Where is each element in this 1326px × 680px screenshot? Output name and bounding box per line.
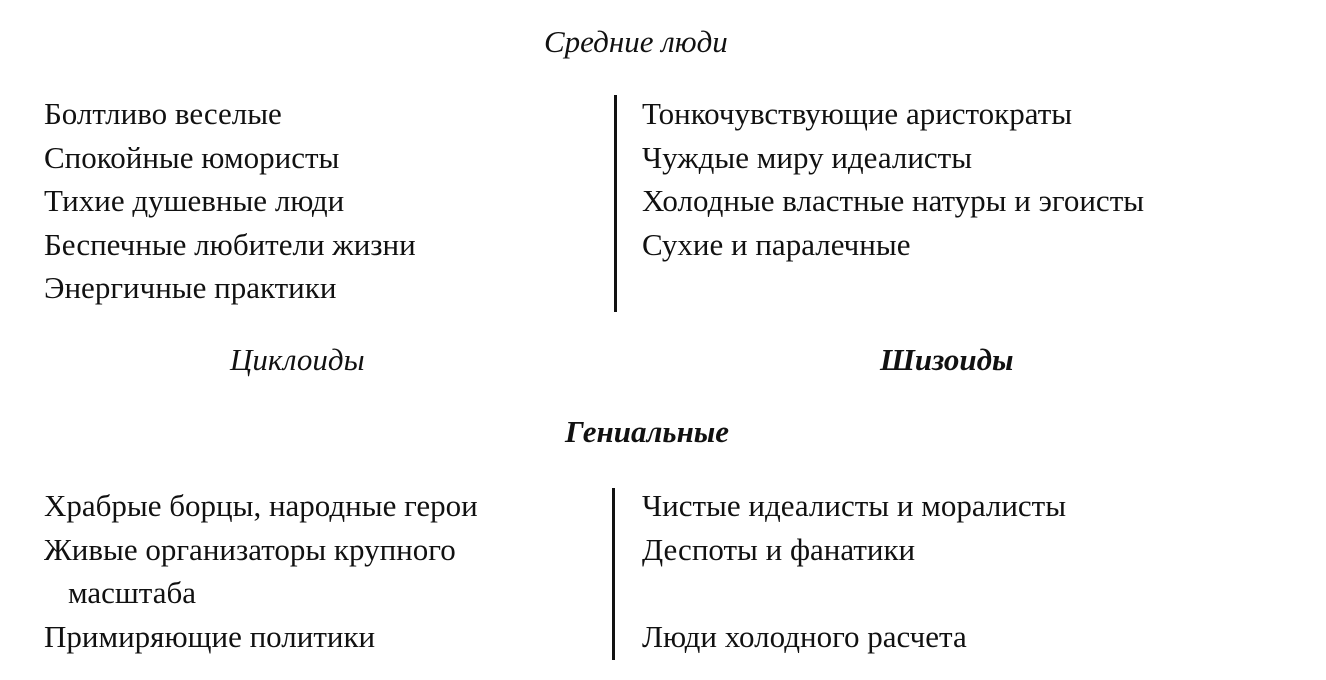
column-divider (612, 488, 615, 660)
list-item: Чуждые миру идеалисты (642, 139, 973, 175)
geniuses-schizothymic-list (642, 484, 1066, 658)
list-item: Спокойные юмористы (44, 139, 340, 175)
list-item: Холодные властные натуры и эгоисты (642, 183, 1145, 218)
list-item: Беспечные любители жизни (44, 226, 416, 262)
list-item: Примиряющие политики (44, 618, 376, 654)
list-item: Деспоты и фанатики (642, 531, 916, 567)
list-item: Живые организаторы крупного (44, 531, 456, 567)
column-divider (614, 95, 617, 312)
label-schizoids: Шизоиды (880, 342, 1014, 377)
list-item: Сухие и паралечные (642, 226, 911, 262)
section-title-geniuses: Гениальные (565, 414, 730, 449)
section-title-average: Средние люди (544, 24, 728, 59)
list-item-spacer (642, 571, 1066, 615)
list-item: Чистые идеалисты и моралисты (642, 488, 1067, 523)
list-item: Энергичные практики (44, 270, 337, 305)
list-item: Тонкочувствующие аристократы (642, 96, 1073, 131)
list-item: Болтливо веселые (44, 96, 282, 131)
average-cyclothymic-list (44, 92, 416, 310)
average-schizothymic-list (642, 92, 1144, 266)
label-cycloids: Циклоиды (230, 342, 365, 377)
list-item: Храбрые борцы, народные герои (44, 488, 478, 523)
geniuses-cyclothymic-list (44, 484, 478, 658)
list-item: Тихие душевные люди (44, 183, 345, 218)
list-item-continuation: масштаба (68, 575, 197, 610)
list-item: Люди холодного расчета (642, 618, 967, 654)
